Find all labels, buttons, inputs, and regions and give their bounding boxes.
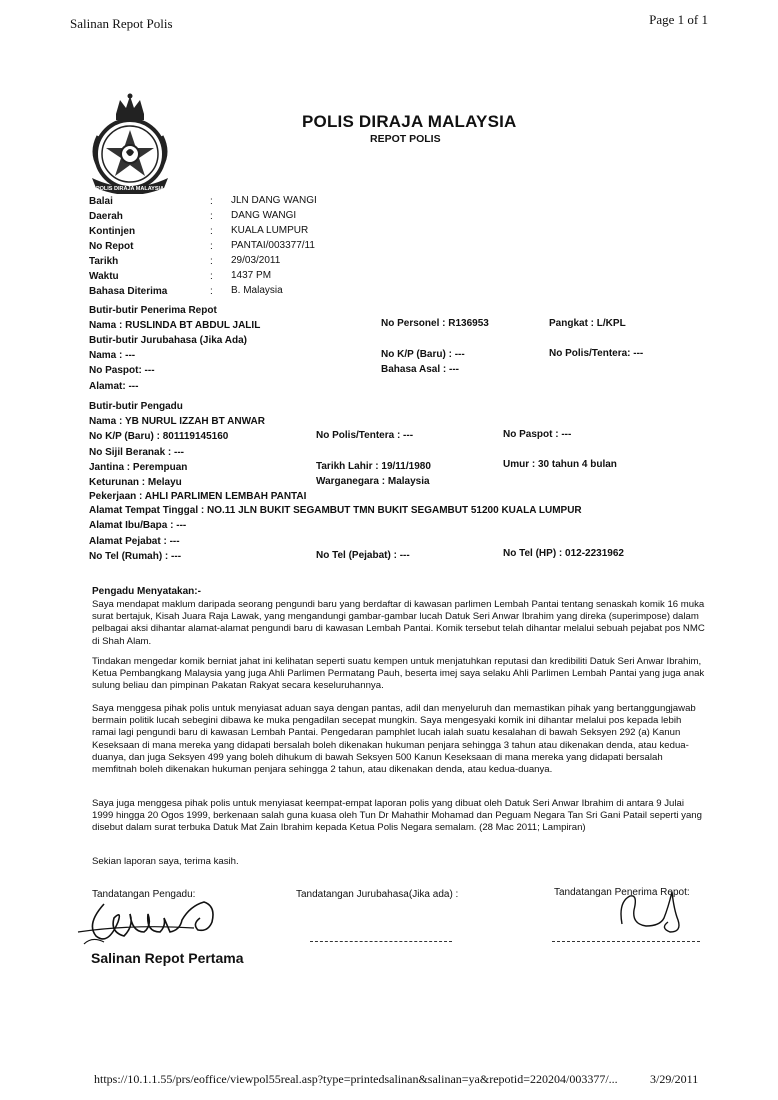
pengadu-alamat-pejabat: Alamat Pejabat : ---: [89, 536, 180, 547]
penerima-heading: Butir-butir Penerima Repot: [89, 305, 217, 316]
field-value-no-repot: PANTAI/003377/11: [231, 240, 315, 251]
statement-closing: Sekian laporan saya, terima kasih.: [92, 856, 239, 867]
jurubahasa-no-polis: No Polis/Tentera: ---: [549, 348, 644, 359]
pengadu-no-paspot: No Paspot : ---: [503, 429, 572, 440]
field-value-waktu: 1437 PM: [231, 270, 272, 281]
jurubahasa-bahasa-asal: Bahasa Asal : ---: [381, 364, 459, 375]
jurubahasa-no-paspot: No Paspot: ---: [89, 365, 155, 376]
field-colon: :: [210, 226, 213, 237]
field-colon: :: [210, 256, 213, 267]
jurubahasa-no-kp: No K/P (Baru) : ---: [381, 349, 465, 360]
pengadu-jantina: Jantina : Perempuan: [89, 462, 188, 473]
field-value-daerah: DANG WANGI: [231, 210, 297, 221]
signature-label-penerima: Tandatangan Penerima Repot:: [554, 887, 690, 898]
field-colon: :: [210, 271, 213, 282]
statement-paragraph: Saya juga menggesa pihak polis untuk menyiasat keempat-empat laporan polis yang dibuat oleh Datuk Seri Anwar Ibrahim di antara 9 Julai 1999 hingga 20 Ogos 1999, berkenaan salah guna kuasa oleh Tun Dr Mahathir Mohamad dan Peguam Negara Tan Sri Gani Patail seperti yang disebut dalam surat terbuka Datuk Mat Zain Ibrahim kepada Ketua Polis Negara semalam. (28 Mac 2011; Lampiran): [92, 798, 702, 834]
penerima-signature-line: [552, 941, 700, 942]
copy-label: Salinan Repot Pertama: [91, 950, 244, 966]
field-label-waktu: Waktu: [89, 271, 119, 282]
pengadu-umur: Umur : 30 tahun 4 bulan: [503, 459, 617, 470]
header-left: Salinan Repot Polis: [70, 16, 173, 31]
jurubahasa-alamat: Alamat: ---: [89, 381, 139, 392]
field-label-bahasa: Bahasa Diterima: [89, 286, 168, 297]
field-label-tarikh: Tarikh: [89, 256, 119, 267]
pengadu-pekerjaan: Pekerjaan : AHLI PARLIMEN LEMBAH PANTAI: [89, 491, 307, 502]
pengadu-no-sijil: No Sijil Beranak : ---: [89, 447, 185, 458]
svg-text:POLIS DIRAJA MALAYSIA: POLIS DIRAJA MALAYSIA: [95, 186, 165, 192]
field-value-kontinjen: KUALA LUMPUR: [231, 225, 309, 236]
pengadu-keturunan: Keturunan : Melayu: [89, 477, 182, 488]
statement-paragraph: Saya mendapat maklum daripada seorang pengundi baru yang berdaftar di kawasan parlimen Lembah Pantai tentang senaskah komik 16 muka surat bertajuk, Kisah Juara Raja Lawak, yang mengandungi gambar-gambar lucah Datuk Seri Anwar Ibrahim yang direka (superimpose) dalam pelbagai aksi dihantar alamat-alamat pengundi baru di kawasan Lembah Pantai. Komik tersebut telah dihantar melalui sebuah pejabat pos NMC di Shah Alam.: [92, 599, 705, 647]
penerima-pangkat: Pangkat : L/KPL: [549, 318, 626, 329]
field-colon: :: [210, 196, 213, 207]
field-value-balai: JLN DANG WANGI: [231, 195, 317, 206]
signature-label-jurubahasa: Tandatangan Jurubahasa(Jika ada) :: [296, 889, 459, 900]
pengadu-signature-image: [74, 896, 224, 956]
field-label-daerah: Daerah: [89, 211, 123, 222]
signature-label-pengadu: Tandatangan Pengadu:: [92, 889, 196, 900]
page-subtitle: REPOT POLIS: [370, 133, 441, 145]
jurubahasa-signature-line: [310, 941, 452, 942]
pengadu-nama: Nama : YB NURUL IZZAH BT ANWAR: [89, 416, 265, 427]
penerima-nama: Nama : RUSLINDA BT ABDUL JALIL: [89, 320, 261, 331]
field-value-tarikh: 29/03/2011: [231, 255, 281, 266]
pengadu-warganegara: Warganegara : Malaysia: [316, 476, 430, 487]
field-colon: :: [210, 211, 213, 222]
jurubahasa-nama: Nama : ---: [89, 350, 136, 361]
pengadu-heading: Butir-butir Pengadu: [89, 401, 183, 412]
police-crest-logo: [86, 92, 174, 194]
field-label-no-repot: No Repot: [89, 241, 134, 252]
field-colon: :: [210, 286, 213, 297]
header-page-number: Page 1 of 1: [649, 12, 708, 27]
field-value-bahasa: B. Malaysia: [231, 285, 283, 296]
pengadu-no-polis: No Polis/Tentera : ---: [316, 430, 414, 441]
pengadu-alamat-tinggal: Alamat Tempat Tinggal : NO.11 JLN BUKIT SEGAMBUT TMN BUKIT SEGAMBUT 51200 KUALA LUMPUR: [89, 505, 582, 516]
field-label-balai: Balai: [89, 196, 113, 207]
jurubahasa-heading: Butir-butir Jurubahasa (Jika Ada): [89, 335, 247, 346]
pengadu-alamat-ibubapa: Alamat Ibu/Bapa : ---: [89, 520, 187, 531]
pengadu-tel-hp: No Tel (HP) : 012-2231962: [503, 548, 624, 559]
pengadu-no-kp: No K/P (Baru) : 801119145160: [89, 431, 229, 442]
field-colon: :: [210, 241, 213, 252]
statement-heading: Pengadu Menyatakan:-: [92, 586, 201, 597]
statement-paragraph: Tindakan mengedar komik berniat jahat ini kelihatan seperti suatu kempen untuk menjatuhkan reputasi dan kredibiliti Datuk Seri Anwar Ibrahim, Ketua Pembangkang Malaysia yang juga Ahli Parlimen Permatang Pauh, beserta imej saya selaku Ahli Parlimen Lembah Pantai yang juga anak sulung beliau dan pimpinan Pakatan Rakyat secara keseluruhannya.: [92, 656, 705, 692]
field-label-kontinjen: Kontinjen: [89, 226, 136, 237]
pengadu-tel-rumah: No Tel (Rumah) : ---: [89, 551, 182, 562]
footer-date: 3/29/2011: [650, 1072, 699, 1086]
statement-paragraph: Saya menggesa pihak polis untuk menyiasat aduan saya dengan pantas, adil dan menyeluruh dan memastikan pihak yang bertanggungjawab bermain politik lucah sebegini dibawa ke muka pengadilan secepat mungkin. Saya mengesyaki komik ini dihantar melalui pos kepada lebih ramai lagi pengundi baru di kawasan Lembah Pantai. Pengedaran pamphlet lucah ialah suatu kesalahan di bawah Seksyen 292 (a) Kanun Keseksaan di mana mereka yang didapati bersalah boleh dikenakan hukuman penjara sehingga 3 tahun atau dikenakan denda, atau kedua-duanya, dan juga Seksyen 499 yang boleh dihukum di bawah Seksyen 500 Kanun Keseksaan di mana mereka yang didapati bersalah memfitnah boleh dikenakan hukuman penjara sehingga 2 tahun, atau dikenakan denda, atau kedua-duanya.: [92, 703, 696, 776]
pengadu-tel-pejabat: No Tel (Pejabat) : ---: [316, 550, 410, 561]
footer-url: https://10.1.1.55/prs/eoffice/viewpol55real.asp?type=printedsalinan&salinan=ya&repotid=220204/003377/...: [94, 1072, 618, 1086]
penerima-signature-image: [612, 888, 692, 936]
pengadu-tarikh-lahir: Tarikh Lahir : 19/11/1980: [316, 461, 431, 472]
page-title: POLIS DIRAJA MALAYSIA: [302, 112, 517, 131]
penerima-no-personel: No Personel : R136953: [381, 318, 489, 329]
